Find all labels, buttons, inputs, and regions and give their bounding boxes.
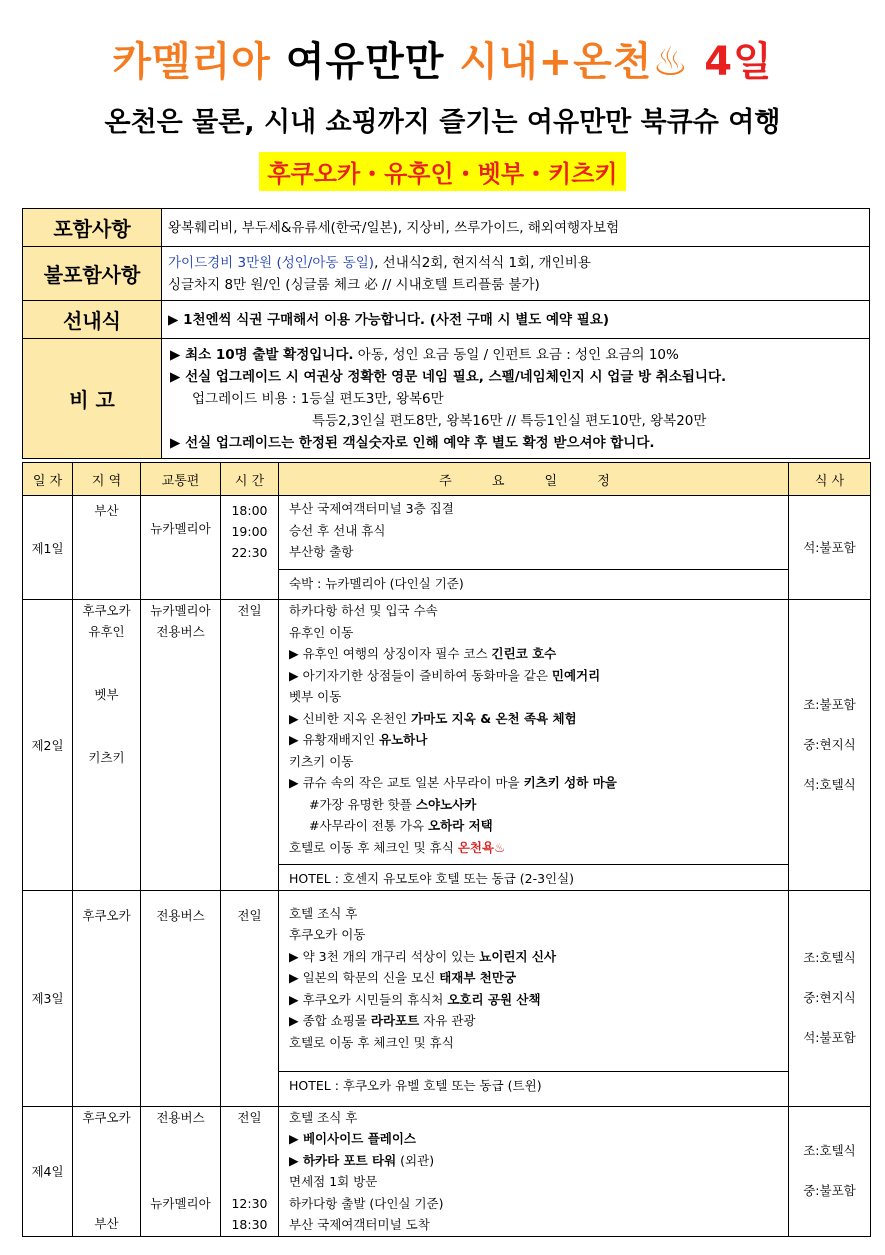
day3-hotel: HOTEL : 후쿠오카 유벨 호텔 또는 동급 (트윈) <box>279 1071 788 1097</box>
day1-time-1: 18:00 <box>231 503 268 518</box>
day4-plan-4: 면세점 1회 방문 <box>289 1174 378 1189</box>
table-row <box>23 890 871 1106</box>
day1-time-2: 19:00 <box>231 524 268 539</box>
day2-plan-5: 벳부 이동 <box>289 689 342 704</box>
day1-region: 부산 <box>94 503 119 518</box>
day2-plan-10: #가장 유명한 핫플 스야노사카 <box>309 796 477 812</box>
remark-fare: 아동, 성인 요금 동일 / 인펀트 요금 : 성인 요금의 10% <box>353 346 679 363</box>
excluded-line-2: 싱글차지 8만 원/인 (싱글룸 체크 必 // 시내호텔 트리플룸 불가) <box>168 276 540 293</box>
day4-plan-1: 호텔 조식 후 <box>289 1109 358 1125</box>
day1-plan-3: 부산항 출항 <box>289 544 354 559</box>
day4-plan-5: 하카다항 출발 (다인실 기준) <box>289 1195 444 1211</box>
remarks-label: 비 고 <box>23 339 162 459</box>
day2-plan-4: ▶ 아기자기한 상점들이 즐비하여 동화마을 같은 민예거리 <box>289 667 601 683</box>
day4-plan-3: ▶ 하카타 포트 타워 (외관) <box>289 1152 435 1168</box>
day2-meal-lunch: 중:현지식 <box>803 736 856 752</box>
excluded-label: 불포함사항 <box>23 247 162 301</box>
day2-region-kitsuki: 키츠키 <box>88 750 125 765</box>
onboard-meal-label: 선내식 <box>23 301 162 339</box>
day4-meal-lunch: 중:불포함 <box>803 1183 856 1198</box>
day2-transport-ferry: 뉴카멜리아 <box>150 603 211 618</box>
day3-plan-5: ▶ 후쿠오카 시민들의 휴식처 오호리 공원 산책 <box>289 991 541 1007</box>
remark-line-2: ▶ 선실 업그레이드 시 여권상 정확한 영문 네임 필요, 스펠/네임체인지 시 업글 방 취소됩니다. <box>170 368 727 385</box>
day3-plan-4: ▶ 일본의 학문의 신을 모신 태재부 천만궁 <box>289 970 517 985</box>
day4-region-busan: 부산 <box>94 1215 119 1231</box>
col-meal: 식 사 <box>789 463 871 496</box>
day4-transport-bus: 전용버스 <box>156 1109 205 1125</box>
day3-region: 후쿠오카 <box>82 907 131 923</box>
day3-plan-1: 호텔 조식 후 <box>289 905 358 921</box>
day2-plan-7: ▶ 유황재배지인 유노하나 <box>289 732 428 747</box>
col-plan: 주 요 일 정 <box>279 463 789 496</box>
title-theme: 시내+온천♨ <box>459 39 690 85</box>
table-row <box>23 1106 871 1236</box>
col-region: 지 역 <box>73 463 141 496</box>
title-brand: 카멜리아 <box>112 39 271 85</box>
col-time: 시 간 <box>221 463 279 496</box>
day3-meal-breakfast: 조:호텔식 <box>803 950 856 965</box>
day2-region-yufuin: 유후인 <box>88 624 125 639</box>
day3-transport: 전용버스 <box>156 907 205 923</box>
day1-transport: 뉴카멜리아 <box>150 521 211 536</box>
remark-line-3: 업그레이드 비용 : 1등실 편도3만, 왕복6만 <box>192 390 444 407</box>
day2-plan-3: ▶ 유후인 여행의 상징이자 필수 코스 긴린코 호수 <box>289 646 557 661</box>
day4-transport-ferry: 뉴카멜리아 <box>150 1195 211 1211</box>
day4-plan-6: 부산 국제여객터미널 도착 <box>289 1217 430 1232</box>
excluded-line-1 <box>168 252 863 274</box>
day-1: 제1일 <box>23 496 73 600</box>
day3-plan-2: 후쿠오카 이동 <box>289 927 366 942</box>
info-table <box>22 208 870 459</box>
day2-region-beppu: 벳부 <box>94 687 119 702</box>
remark-line-4: 특등2,3인실 편도8만, 왕복16만 // 특등1인실 편도10만, 왕복20만 <box>312 412 707 429</box>
day1-hotel: 숙박 : 뉴카멜리아 (다인실 기준) <box>279 569 788 595</box>
remark-line-1 <box>170 344 863 366</box>
day2-plan-8: 키츠키 이동 <box>289 753 354 769</box>
excluded-rest: , 선내식2회, 현지석식 1회, 개인비용 <box>374 254 591 271</box>
day2-meal-dinner: 석:호텔식 <box>803 776 856 792</box>
day1-meal-dinner: 석:불포함 <box>803 539 856 555</box>
day2-meal-breakfast: 조:불포함 <box>803 696 856 712</box>
day3-plan-3: ▶ 약 3천 개의 개구리 석상이 있는 뇨이린지 신사 <box>289 948 557 964</box>
title-main: 여유만만 <box>285 39 445 85</box>
remark-min-people: ▶ 최소 10명 출발 확정입니다. <box>170 346 354 363</box>
day4-time-1830: 18:30 <box>231 1216 268 1232</box>
schedule-table <box>22 462 871 1237</box>
day3-time: 전일 <box>237 907 262 923</box>
regions-banner <box>0 152 885 191</box>
day4-meal-breakfast: 조:호텔식 <box>803 1143 856 1158</box>
subtitle: 온천은 물론, 시내 쇼핑까지 즐기는 여유만만 북큐슈 여행 <box>104 107 781 138</box>
regions-text: 후쿠오카・유후인・벳부・키츠키 <box>259 152 625 191</box>
day-4: 제4일 <box>23 1106 73 1236</box>
onboard-meal-text: ▶ 1천엔씩 식권 구매해서 이용 가능합니다. (사전 구매 시 별도 예약 필요) <box>168 311 610 328</box>
remark-line-5: ▶ 선실 업그레이드는 한정된 객실숫자로 인해 예약 후 별도 확정 받으셔야 합니다. <box>170 434 655 451</box>
col-transport: 교통편 <box>141 463 221 496</box>
page-title <box>0 30 885 87</box>
day-3: 제3일 <box>23 890 73 1106</box>
day3-plan-7: 호텔로 이동 후 체크인 및 휴식 <box>289 1034 454 1050</box>
included-text: 왕복훼리비, 부두세&유류세(한국/일본), 지상비, 쓰루가이드, 해외여행자보험 <box>168 219 620 236</box>
day1-time-3: 22:30 <box>231 545 268 560</box>
day-2: 제2일 <box>23 600 73 891</box>
day2-plan-6: ▶ 신비한 지옥 온천인 가마도 지옥 & 온천 족욕 체험 <box>289 710 577 726</box>
day1-plan-2: 승선 후 선내 휴식 <box>289 522 386 538</box>
day2-transport-bus: 전용버스 <box>156 624 205 639</box>
day4-time-1230: 12:30 <box>231 1195 268 1211</box>
day2-plan-9: ▶ 큐슈 속의 작은 교토 일본 사무라이 마을 키츠키 성하 마을 <box>289 775 617 790</box>
day2-plan-11: #사무라이 전통 가옥 오하라 저택 <box>309 818 493 833</box>
day3-plan-6: ▶ 종합 쇼핑몰 라라포트 자유 관광 <box>289 1013 476 1028</box>
day3-meal-lunch: 중:현지식 <box>803 990 856 1005</box>
day2-plan-1: 하카다항 하선 및 입국 수속 <box>289 603 438 618</box>
day2-plan-12: 호텔로 이동 후 체크인 및 휴식 온천욕♨ <box>289 839 506 855</box>
col-day: 일 자 <box>23 463 73 496</box>
day4-region-fukuoka: 후쿠오카 <box>82 1109 131 1125</box>
table-row <box>23 496 871 600</box>
guide-fee: 가이드경비 3만원 (성인/아동 동일) <box>168 254 375 271</box>
day4-time-allday: 전일 <box>237 1109 262 1125</box>
day2-region-fukuoka: 후쿠오카 <box>82 603 131 618</box>
included-label: 포함사항 <box>23 209 162 247</box>
day2-time: 전일 <box>237 603 262 618</box>
day2-hotel: HOTEL : 호센지 유모토야 호텔 또는 동급 (2-3인실) <box>279 864 788 890</box>
day3-meal-dinner: 석:불포함 <box>803 1030 856 1045</box>
title-duration: 4일 <box>704 39 773 85</box>
day4-plan-2: ▶ 베이사이드 플레이스 <box>289 1131 416 1146</box>
table-row <box>23 600 871 891</box>
day2-plan-2: 유후인 이동 <box>289 624 354 640</box>
day1-plan-1: 부산 국제여객터미널 3층 집결 <box>289 501 454 516</box>
